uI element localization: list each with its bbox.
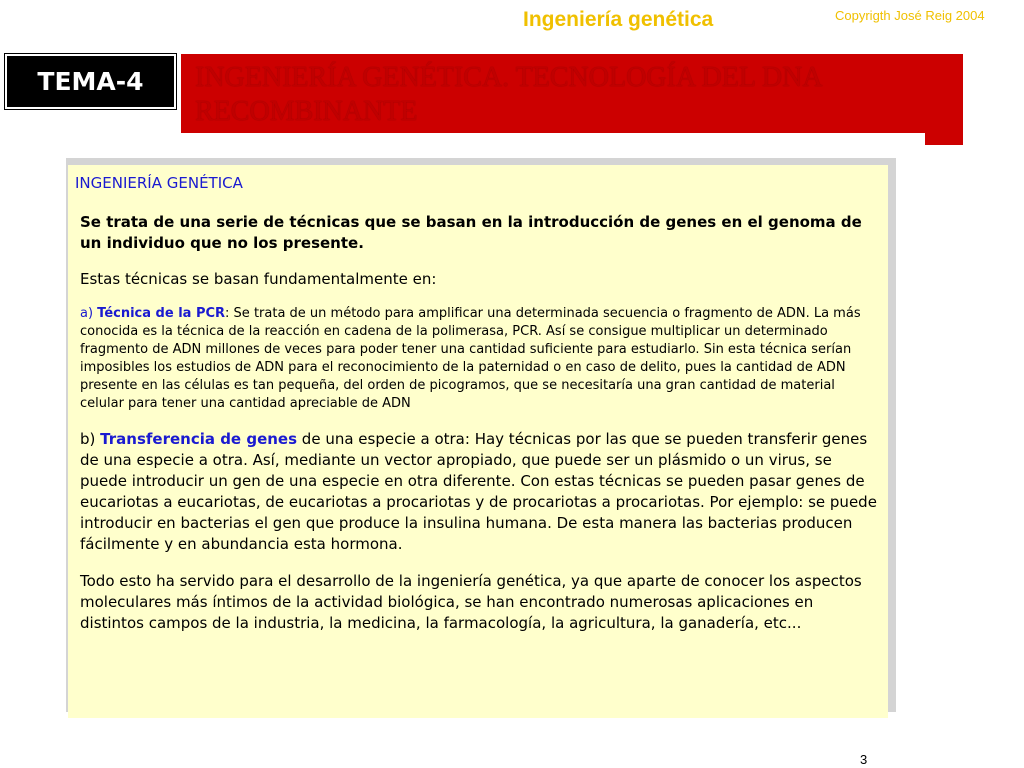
item-b-term: Transferencia de genes (100, 430, 298, 448)
item-b-text: de una especie a otra: Hay técnicas por las que se pueden transferir genes de una especie a otra. Así, mediante un vector apropiado, que puede ser un plásmido o un virus, se puede introducir un gen de una especie en otra diferente. Con estas técnicas se pueden pasar genes de eucariotas a eucariotas, de eucariotas a procariotas y de procariotas a procariotas. Por ejemplo: se puede introducir en bacterias el gen que produce la insulina humana. De esta manera las bacterias producen fácilmente y en abundancia esta hormona. (80, 430, 877, 553)
content-heading: INGENIERÍA GENÉTICA (75, 174, 243, 192)
content-panel (68, 165, 888, 718)
header-title: Ingeniería genética (523, 8, 714, 31)
item-b-label: b) (80, 430, 101, 448)
intro-paragraph: Se trata de una serie de técnicas que se basan en la introducción de genes en el genoma de un individuo que no los presente. (80, 213, 862, 252)
item-a-paragraph (80, 305, 880, 413)
closing-paragraph: Todo esto ha servido para el desarrollo de la ingeniería genética, ya que aparte de conocer los aspectos moleculares más íntimos de la actividad biológica, se han encontrado numerosas aplicaciones en distintos campos de la industria, la medicina, la farmacología, la agricultura, la ganadería, etc... (80, 572, 862, 632)
page-number: 3 (860, 752, 868, 767)
base-paragraph: Estas técnicas se basan fundamentalmente en: (80, 270, 437, 288)
item-a-term: Técnica de la PCR (97, 306, 226, 321)
tema-label: TEMA-4 (5, 54, 176, 109)
banner-title: INGENIERÍA GENÉTICA. TECNOLOGÍA DEL DNA RECOMBINANTE (181, 54, 963, 133)
copyright-notice: Copyrigth José Reig 2004 (835, 8, 985, 23)
item-a-label: a) (80, 306, 98, 321)
item-a-text: : Se trata de un método para amplificar una determinada secuencia o fragmento de ADN. La más conocida es la técnica de la reacción en cadena de la polimerasa, PCR. Así se consigue multiplicar un determinado fragmento de ADN millones de veces para poder tener una cantidad suficiente para estudiarlo. Sin esta técnica serían imposibles los estudios de ADN para el reconocimiento de la paternidad o en caso de delito, pues la cantidad de ADN presente en las células es tan pequeña, del orden de picogramos, que se necesitaría una gran cantidad de material celular para tener una cantidad apreciable de ADN (80, 306, 861, 411)
item-b-paragraph (80, 429, 880, 555)
